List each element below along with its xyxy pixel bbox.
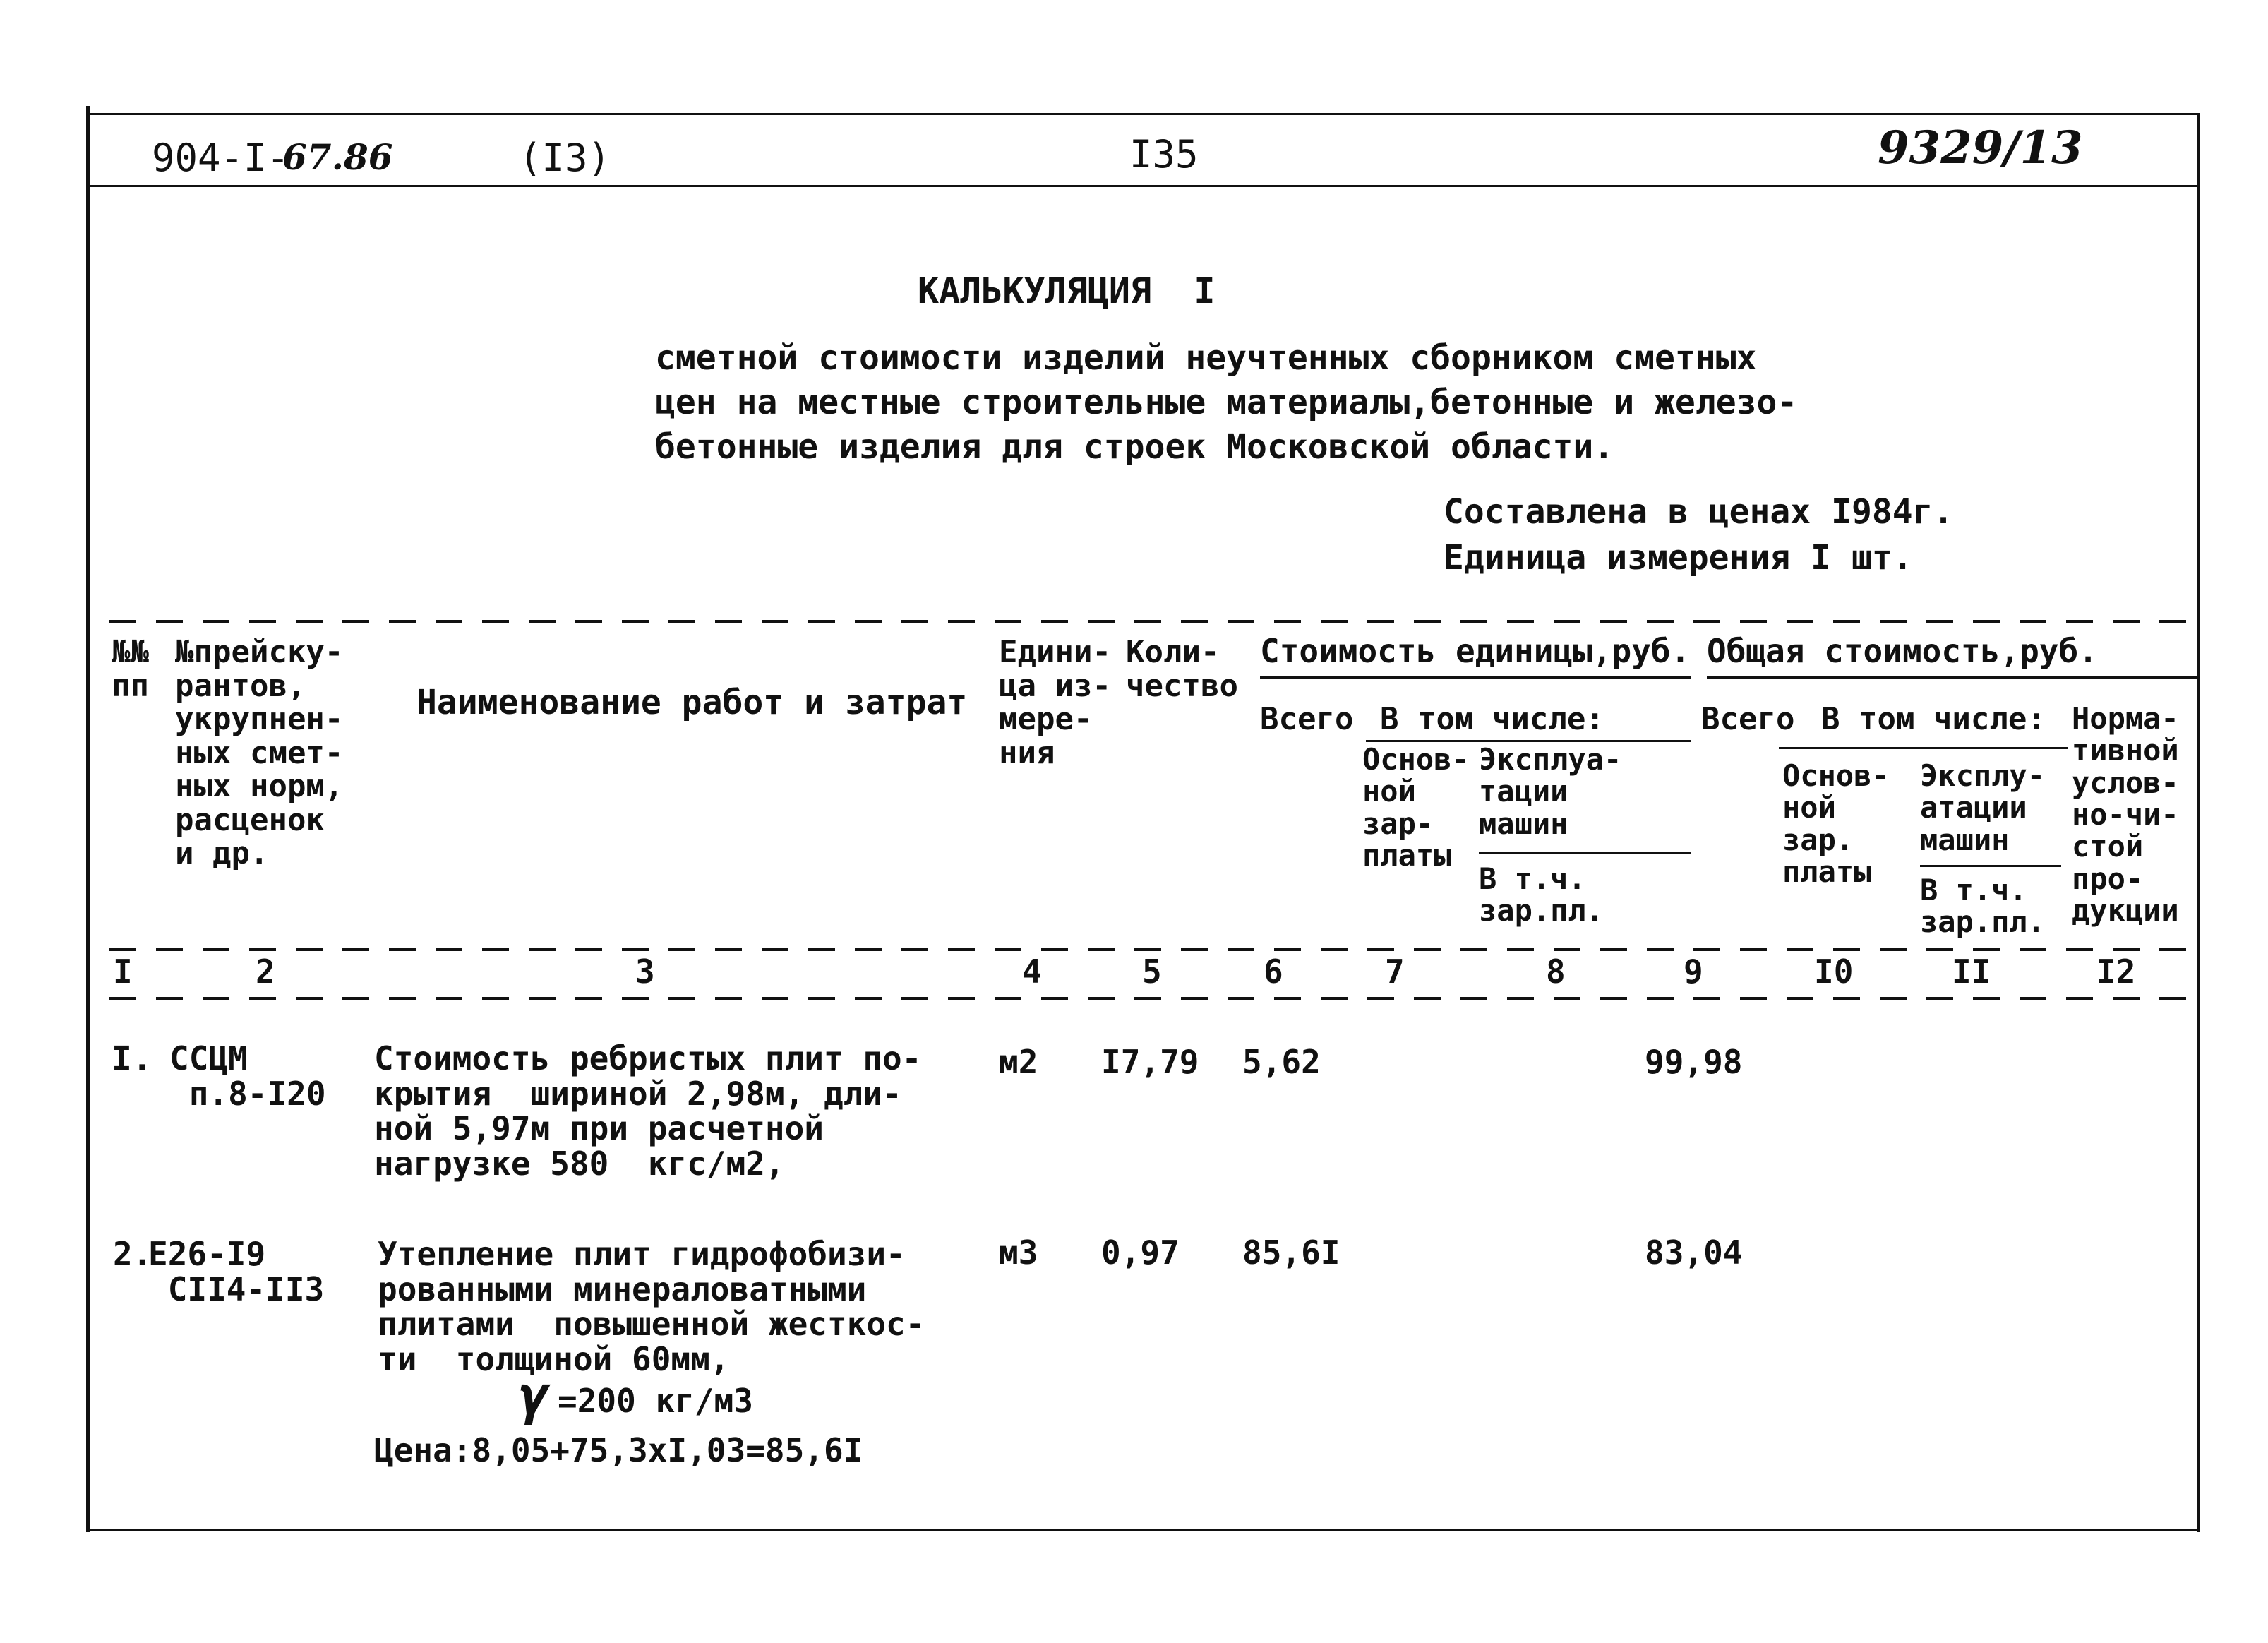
unit-of-measure: Единица измерения I шт.	[1444, 538, 1913, 578]
density-symbol: γ	[519, 1363, 551, 1426]
row-number: 2.	[113, 1235, 152, 1273]
column-number: 2	[256, 952, 275, 991]
part-number: (I3)	[519, 136, 611, 180]
header-rule	[86, 185, 2200, 187]
title-line-3: бетонные изделия для строек Московской области.	[655, 427, 1614, 467]
table-top-rule	[109, 620, 2197, 623]
row-quantity: 0,97	[1101, 1233, 1180, 1272]
header-base-salary-unit: Основ- ной зар- платы	[1362, 742, 1470, 873]
machine-operation-unit-rule	[1479, 852, 1691, 854]
header-quantity: Коли- чество	[1126, 634, 1238, 704]
row-work-description: Утепление плит гидрофобизи- рованными минераловатными плитами повышенной жесткос- ти толщиной 60мм,	[378, 1235, 925, 1379]
column-number: 9	[1684, 952, 1703, 991]
row-number: I.	[112, 1039, 152, 1079]
frame-left-border	[86, 106, 90, 1532]
row-unit: м2	[999, 1043, 1038, 1081]
header-total-cost: Общая стоимость,руб.	[1707, 632, 2098, 670]
column-number: 4	[1022, 952, 1042, 991]
column-number: II	[1952, 952, 1991, 991]
column-number: 7	[1385, 952, 1405, 991]
header-machine-salary-overall: В т.ч. зар.пл.	[1920, 873, 2046, 940]
document-code: 904-I-	[152, 136, 290, 180]
row-price-reference: ССЦМ п.8-I20	[169, 1039, 326, 1113]
page-number: I35	[1129, 132, 1199, 177]
total-cost-rule	[1707, 676, 2197, 679]
column-number: 6	[1264, 952, 1283, 991]
column-numbers-rule	[109, 997, 2197, 1000]
row-density: =200 кг/м3	[558, 1382, 753, 1420]
header-including-unit: В том числе:	[1380, 701, 1604, 737]
header-machine-operation-unit: Эксплуа- тации машин	[1479, 742, 1622, 841]
row-total-cost: 99,98	[1645, 1043, 1743, 1081]
header-normative-production: Норма- тивной услов- но-чи- стой про- дукции	[2072, 701, 2179, 928]
header-unit: Едини- ца из- мере- ния	[999, 634, 1111, 771]
column-number: I0	[1814, 952, 1854, 991]
header-machine-salary-unit: В т.ч. зар.пл.	[1479, 861, 1604, 928]
title-line-2: цен на местные строительные материалы,бетонные и железо-	[655, 383, 1798, 422]
including-overall-rule	[1779, 747, 2068, 749]
header-total-overall: Всего	[1701, 701, 1795, 737]
column-number: I2	[2096, 952, 2136, 991]
row-quantity: I7,79	[1101, 1043, 1199, 1081]
row-total-cost: 83,04	[1645, 1233, 1743, 1272]
unit-cost-rule	[1260, 676, 1691, 679]
column-number: 3	[635, 952, 655, 991]
calculation-heading: КАЛЬКУЛЯЦИЯ I	[918, 270, 1216, 311]
document-code-handwritten: 67.86	[282, 136, 393, 178]
column-number: 5	[1142, 952, 1162, 991]
column-number: I	[113, 952, 133, 991]
row-price-formula: Цена:8,05+75,3хI,03=85,6I	[374, 1431, 863, 1469]
machine-operation-overall-rule	[1920, 865, 2061, 867]
row-unit: м3	[999, 1233, 1038, 1272]
row-price-reference: Е26-I9 CII4-II3	[148, 1235, 325, 1308]
archive-number: 9329/13	[1878, 121, 2083, 174]
header-machine-operation-overall: Эксплу- атации машин	[1920, 758, 2046, 857]
header-work-name: Наименование работ и затрат	[416, 683, 968, 722]
row-unit-cost: 85,6I	[1242, 1233, 1340, 1272]
frame-bottom-border	[86, 1529, 2200, 1531]
frame-top-border	[86, 113, 2200, 115]
table-header-bottom-rule	[109, 948, 2197, 951]
header-total-unit: Всего	[1260, 701, 1354, 737]
header-row-number: №№ пп	[112, 634, 149, 704]
header-including-overall: В том числе:	[1821, 701, 2046, 737]
row-work-description: Стоимость ребристых плит по- крытия шириной 2,98м, дли- ной 5,97м при расчетной нагрузке 580 кгс/м2,	[374, 1039, 922, 1183]
price-basis: Составлена в ценах I984г.	[1444, 492, 1954, 532]
title-line-1: сметной стоимости изделий неучтенных сборником сметных	[655, 338, 1757, 378]
header-price-list-ref: №прейску- рантов, укрупнен- ных смет- ных норм, расценок и др.	[175, 634, 344, 872]
header-base-salary-overall: Основ- ной зар. платы	[1782, 758, 1890, 890]
column-number: 8	[1546, 952, 1566, 991]
header-unit-cost: Стоимость единицы,руб.	[1260, 632, 1691, 670]
row-unit-cost: 5,62	[1242, 1043, 1321, 1081]
frame-right-border	[2197, 113, 2200, 1532]
